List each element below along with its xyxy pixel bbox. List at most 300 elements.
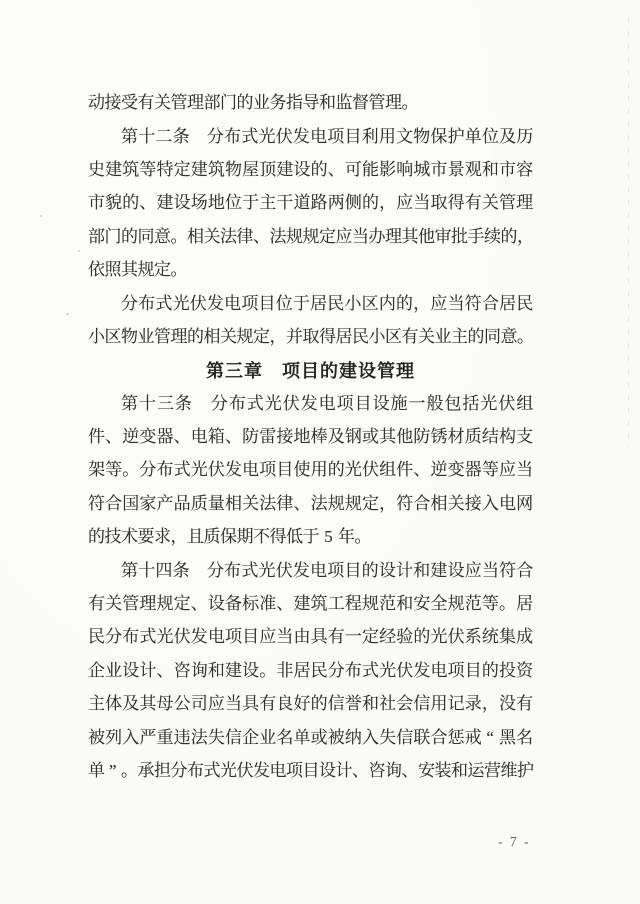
glyph: 用 bbox=[378, 126, 396, 146]
glyph: 安 bbox=[413, 594, 431, 614]
glyph: 投 bbox=[499, 660, 516, 680]
glyph: 有 bbox=[137, 93, 155, 113]
glyph: 建 bbox=[156, 193, 174, 213]
glyph: 设 bbox=[293, 159, 311, 179]
text-line bbox=[88, 153, 533, 186]
glyph: 器 bbox=[464, 460, 482, 480]
glyph: 技 bbox=[104, 527, 122, 547]
glyph: 非 bbox=[276, 660, 294, 680]
glyph: 路 bbox=[310, 193, 328, 213]
glyph: 的 bbox=[122, 193, 140, 213]
glyph: 电 bbox=[224, 293, 242, 313]
glyph: 术 bbox=[121, 527, 138, 547]
glyph: 相 bbox=[430, 493, 448, 513]
text-line bbox=[88, 487, 533, 520]
glyph: 、 bbox=[401, 761, 419, 780]
glyph: 包 bbox=[444, 393, 462, 413]
glyph: 民 bbox=[516, 293, 534, 313]
glyph: 小 bbox=[88, 326, 105, 346]
glyph: 历 bbox=[516, 126, 534, 146]
glyph: 设 bbox=[207, 594, 225, 614]
glyph: 定 bbox=[362, 627, 379, 647]
glyph: 电 bbox=[310, 560, 328, 580]
glyph: 一 bbox=[344, 627, 362, 647]
glyph: 件 bbox=[396, 460, 414, 480]
glyph: 布 bbox=[138, 293, 156, 313]
glyph: 低 bbox=[286, 527, 303, 547]
glyph: 关 bbox=[447, 493, 465, 513]
glyph: 被 bbox=[327, 727, 345, 747]
glyph: 十 bbox=[138, 126, 156, 146]
glyph: 同 bbox=[484, 326, 501, 346]
glyph: 工 bbox=[327, 594, 345, 614]
glyph: 一 bbox=[408, 393, 426, 413]
glyph: 业 bbox=[259, 727, 277, 747]
glyph: 合 bbox=[516, 560, 534, 580]
glyph: 逆 bbox=[122, 427, 140, 447]
glyph: 受 bbox=[121, 93, 138, 113]
glyph: 具 bbox=[310, 627, 328, 647]
glyph: 居 bbox=[335, 326, 353, 346]
glyph: 目 bbox=[276, 460, 294, 480]
glyph: 。 bbox=[499, 594, 516, 614]
glyph: 备 bbox=[225, 594, 242, 614]
glyph: 光 bbox=[430, 627, 448, 647]
glyph: ” bbox=[108, 761, 117, 780]
glyph: 四 bbox=[155, 560, 173, 580]
glyph: 装 bbox=[434, 761, 452, 780]
glyph: 担 bbox=[154, 761, 171, 780]
glyph: 。 bbox=[517, 326, 534, 346]
glyph: 筑 bbox=[310, 594, 328, 614]
glyph: 重 bbox=[156, 727, 174, 747]
glyph: 用 bbox=[310, 460, 328, 480]
glyph: 电 bbox=[310, 126, 328, 146]
glyph: 变 bbox=[139, 427, 157, 447]
glyph: 式 bbox=[241, 126, 259, 146]
glyph: 分 bbox=[170, 761, 188, 780]
glyph: 光 bbox=[344, 460, 362, 480]
glyph: 应 bbox=[464, 560, 482, 580]
text-line bbox=[88, 387, 533, 420]
glyph: 主 bbox=[88, 694, 105, 714]
glyph: 。 bbox=[170, 226, 188, 246]
glyph: 法 bbox=[259, 493, 277, 513]
glyph: 合 bbox=[481, 293, 499, 313]
glyph: 合 bbox=[105, 493, 123, 513]
glyph: 、 bbox=[327, 159, 345, 179]
glyph: 业 bbox=[434, 326, 452, 346]
glyph: 应 bbox=[430, 293, 448, 313]
glyph: 理 bbox=[385, 226, 402, 246]
glyph: 两 bbox=[327, 193, 345, 213]
glyph: 主 bbox=[451, 326, 468, 346]
glyph: 年 bbox=[338, 527, 355, 547]
glyph: 和 bbox=[207, 660, 225, 680]
glyph: ， bbox=[170, 527, 188, 547]
text-line bbox=[88, 587, 533, 620]
glyph: 和 bbox=[481, 159, 499, 179]
glyph: 纳 bbox=[344, 727, 362, 747]
scan-speck bbox=[66, 313, 69, 315]
glyph: 理 bbox=[385, 93, 402, 113]
text-line bbox=[88, 654, 533, 687]
glyph: 锈 bbox=[430, 427, 448, 447]
glyph: 当 bbox=[276, 627, 294, 647]
glyph: 三 bbox=[156, 393, 174, 413]
glyph: 市 bbox=[430, 159, 448, 179]
glyph: 不 bbox=[253, 527, 270, 547]
glyph: 护 bbox=[517, 761, 534, 780]
glyph: 雷 bbox=[259, 427, 277, 447]
glyph: 地 bbox=[207, 193, 225, 213]
glyph: 电 bbox=[242, 460, 260, 480]
glyph: 验 bbox=[396, 627, 414, 647]
text-line bbox=[88, 687, 533, 720]
glyph: 有 bbox=[464, 193, 482, 213]
glyph: 分 bbox=[327, 660, 345, 680]
glyph: 伏 bbox=[236, 761, 254, 780]
glyph: 关 bbox=[154, 93, 171, 113]
glyph: 的 bbox=[467, 326, 485, 346]
text-line bbox=[88, 253, 533, 286]
glyph: 防 bbox=[242, 427, 260, 447]
scan-speck bbox=[78, 250, 80, 252]
glyph: 违 bbox=[173, 727, 191, 747]
glyph: 续 bbox=[484, 226, 501, 246]
glyph: 相 bbox=[203, 326, 221, 346]
glyph: 市 bbox=[88, 193, 105, 213]
glyph: 门 bbox=[220, 93, 237, 113]
glyph: 发 bbox=[206, 293, 224, 313]
glyph: 要 bbox=[137, 527, 155, 547]
glyph: 构 bbox=[499, 427, 516, 447]
glyph: 架 bbox=[88, 460, 105, 480]
glyph: 、 bbox=[413, 460, 431, 480]
glyph: 筑 bbox=[207, 159, 225, 179]
glyph: 理 bbox=[170, 326, 188, 346]
glyph: 法 bbox=[220, 226, 237, 246]
glyph: 物 bbox=[413, 126, 431, 146]
glyph: 文 bbox=[396, 126, 413, 146]
glyph: ， bbox=[517, 226, 534, 246]
glyph: 护 bbox=[447, 126, 465, 146]
glyph: 当 bbox=[516, 460, 534, 480]
glyph: 有 bbox=[516, 694, 534, 714]
glyph: 民 bbox=[327, 293, 345, 313]
glyph: 二 bbox=[155, 126, 173, 146]
glyph: 计 bbox=[396, 560, 413, 580]
glyph: 名 bbox=[276, 727, 294, 747]
glyph: 誉 bbox=[344, 694, 362, 714]
glyph: 严 bbox=[139, 727, 157, 747]
glyph: 规 bbox=[286, 226, 303, 246]
glyph: 小 bbox=[368, 326, 386, 346]
glyph: 的 bbox=[310, 694, 328, 714]
glyph: 第 bbox=[121, 393, 138, 413]
glyph: 并 bbox=[286, 326, 303, 346]
glyph: 品 bbox=[173, 493, 191, 513]
glyph: 市 bbox=[499, 159, 516, 179]
glyph: 伏 bbox=[396, 660, 414, 680]
glyph: 的 bbox=[362, 193, 379, 213]
glyph: 黑 bbox=[499, 727, 516, 747]
glyph: 的 bbox=[88, 527, 105, 547]
glyph: 规 bbox=[362, 594, 379, 614]
glyph: 符 bbox=[464, 293, 482, 313]
glyph: 5 bbox=[324, 527, 333, 547]
glyph: 光 bbox=[190, 460, 208, 480]
glyph: 部 bbox=[203, 93, 221, 113]
glyph: 侧 bbox=[344, 193, 362, 213]
glyph: 项 bbox=[327, 126, 345, 146]
glyph: 。 bbox=[259, 660, 277, 680]
glyph: 信 bbox=[413, 694, 431, 714]
glyph: 伏 bbox=[447, 627, 465, 647]
glyph: 发 bbox=[292, 560, 310, 580]
glyph: 有 bbox=[259, 694, 277, 714]
glyph: 物 bbox=[121, 326, 138, 346]
glyph: 关 bbox=[418, 326, 435, 346]
glyph: 目 bbox=[258, 293, 276, 313]
glyph: 式 bbox=[139, 627, 157, 647]
glyph: 位 bbox=[225, 193, 242, 213]
glyph: 惩 bbox=[447, 727, 465, 747]
glyph: 期 bbox=[236, 527, 254, 547]
glyph: 等 bbox=[139, 159, 157, 179]
glyph: 由 bbox=[293, 627, 311, 647]
glyph: 于 bbox=[302, 527, 320, 547]
glyph: 伏 bbox=[275, 560, 293, 580]
glyph: 民 bbox=[88, 627, 105, 647]
glyph: 发 bbox=[253, 761, 270, 780]
glyph: 取 bbox=[302, 326, 320, 346]
glyph: 当 bbox=[413, 193, 431, 213]
glyph: 民 bbox=[310, 660, 328, 680]
glyph: 资 bbox=[516, 660, 534, 680]
glyph: 手 bbox=[467, 226, 485, 246]
glyph: 名 bbox=[516, 727, 534, 747]
glyph: 门 bbox=[104, 226, 122, 246]
glyph: 居 bbox=[516, 594, 534, 614]
glyph: “ bbox=[486, 727, 494, 747]
glyph: 规 bbox=[156, 594, 174, 614]
glyph: 律 bbox=[236, 226, 254, 246]
glyph: 于 bbox=[242, 193, 260, 213]
glyph: 貌 bbox=[105, 193, 123, 213]
glyph: 咨 bbox=[173, 660, 191, 680]
glyph: 。 bbox=[354, 527, 372, 547]
glyph: 和 bbox=[451, 761, 468, 780]
glyph: 法 bbox=[310, 493, 328, 513]
glyph: 目 bbox=[344, 560, 362, 580]
scan-artifact-line bbox=[628, 18, 629, 448]
glyph: 电 bbox=[430, 660, 448, 680]
glyph: 成 bbox=[516, 627, 534, 647]
glyph: 询 bbox=[190, 660, 208, 680]
glyph: 体 bbox=[105, 694, 123, 714]
glyph: 居 bbox=[499, 293, 517, 313]
glyph: 同 bbox=[137, 226, 155, 246]
glyph: 规 bbox=[236, 326, 254, 346]
glyph: 照 bbox=[104, 260, 122, 280]
glyph: 的 bbox=[310, 159, 328, 179]
glyph: 意 bbox=[154, 226, 171, 246]
text-line bbox=[88, 320, 533, 353]
glyph: 法 bbox=[269, 226, 287, 246]
glyph: 变 bbox=[447, 460, 465, 480]
text-line bbox=[88, 119, 533, 152]
glyph: 、 bbox=[139, 193, 157, 213]
glyph: 顶 bbox=[259, 159, 277, 179]
glyph: 他 bbox=[418, 226, 435, 246]
glyph: 会 bbox=[396, 694, 414, 714]
glyph: 和 bbox=[362, 694, 379, 714]
glyph: 得 bbox=[269, 527, 287, 547]
glyph: 建 bbox=[430, 560, 448, 580]
glyph: 主 bbox=[259, 193, 277, 213]
glyph: 支 bbox=[516, 427, 534, 447]
glyph: ， bbox=[413, 293, 431, 313]
text-line bbox=[88, 286, 533, 319]
glyph: 质 bbox=[203, 527, 221, 547]
glyph: 规 bbox=[302, 226, 320, 246]
glyph: 失 bbox=[379, 727, 397, 747]
glyph: 发 bbox=[300, 393, 318, 413]
glyph: 、 bbox=[293, 493, 311, 513]
glyph: 办 bbox=[368, 226, 386, 246]
glyph: 等 bbox=[481, 460, 499, 480]
glyph: 布 bbox=[344, 660, 362, 680]
glyph: 督 bbox=[352, 93, 369, 113]
glyph: 物 bbox=[225, 159, 242, 179]
glyph: 单 bbox=[464, 126, 482, 146]
glyph: 及 bbox=[499, 126, 517, 146]
glyph: 指 bbox=[286, 93, 303, 113]
text-line bbox=[88, 720, 533, 753]
glyph: 居 bbox=[310, 293, 328, 313]
glyph: 量 bbox=[207, 493, 225, 513]
glyph: 规 bbox=[327, 493, 345, 513]
glyph: 质 bbox=[464, 427, 482, 447]
glyph: 目 bbox=[464, 660, 482, 680]
glyph: 发 bbox=[292, 126, 310, 146]
glyph: 、 bbox=[253, 226, 270, 246]
glyph: 施 bbox=[390, 393, 408, 413]
glyph: 司 bbox=[190, 694, 208, 714]
glyph: 监 bbox=[335, 93, 353, 113]
glyph: 、 bbox=[156, 660, 174, 680]
glyph: 定 bbox=[362, 493, 379, 513]
glyph: 项 bbox=[336, 393, 354, 413]
glyph: 发 bbox=[190, 627, 208, 647]
glyph: 十 bbox=[138, 560, 156, 580]
glyph: 定 bbox=[253, 326, 270, 346]
text-line bbox=[88, 620, 533, 653]
text-line bbox=[88, 453, 533, 486]
glyph: 相 bbox=[187, 226, 204, 246]
text-line bbox=[88, 754, 533, 787]
glyph: 母 bbox=[156, 694, 174, 714]
glyph: 经 bbox=[379, 627, 397, 647]
glyph: 列 bbox=[105, 727, 123, 747]
text-line bbox=[88, 220, 533, 253]
glyph: 箱 bbox=[207, 427, 225, 447]
glyph: 关 bbox=[481, 193, 499, 213]
glyph: 项 bbox=[286, 761, 303, 780]
glyph: 他 bbox=[396, 427, 414, 447]
glyph: 容 bbox=[516, 159, 534, 179]
glyph: 定 bbox=[173, 594, 191, 614]
glyph: 程 bbox=[344, 594, 362, 614]
glyph: 结 bbox=[481, 427, 499, 447]
glyph: 内 bbox=[378, 293, 396, 313]
glyph: 场 bbox=[190, 193, 208, 213]
glyph: 式 bbox=[362, 660, 379, 680]
glyph: 有 bbox=[88, 594, 105, 614]
glyph: 记 bbox=[447, 694, 465, 714]
glyph: 设 bbox=[372, 393, 390, 413]
glyph: 防 bbox=[413, 427, 431, 447]
glyph: 或 bbox=[310, 727, 328, 747]
glyph: 失 bbox=[207, 727, 225, 747]
glyph: 分 bbox=[105, 627, 123, 647]
glyph: 有 bbox=[401, 326, 419, 346]
glyph: 务 bbox=[269, 93, 287, 113]
glyph: 计 bbox=[335, 761, 353, 780]
glyph: 及 bbox=[122, 694, 140, 714]
text-line bbox=[88, 420, 533, 453]
glyph: 设 bbox=[173, 193, 191, 213]
glyph: 保 bbox=[430, 126, 448, 146]
glyph: 用 bbox=[430, 694, 448, 714]
glyph: 第 bbox=[121, 126, 138, 146]
glyph: 光 bbox=[220, 761, 237, 780]
glyph: 光 bbox=[480, 393, 498, 413]
glyph: 关 bbox=[220, 326, 237, 346]
glyph: 信 bbox=[327, 694, 345, 714]
glyph: 其 bbox=[379, 427, 397, 447]
glyph: 设 bbox=[378, 560, 396, 580]
glyph: 伏 bbox=[189, 293, 207, 313]
glyph: 规 bbox=[137, 260, 155, 280]
glyph: 建 bbox=[190, 159, 208, 179]
glyph: 运 bbox=[467, 761, 485, 780]
glyph: 逆 bbox=[430, 460, 448, 480]
text-line bbox=[88, 86, 533, 119]
glyph: 集 bbox=[499, 627, 516, 647]
glyph: 利 bbox=[361, 126, 379, 146]
glyph: 位 bbox=[275, 293, 293, 313]
glyph: 质 bbox=[190, 493, 208, 513]
glyph: 影 bbox=[379, 159, 397, 179]
glyph: 其 bbox=[401, 226, 419, 246]
text-line bbox=[88, 520, 533, 553]
glyph: 式 bbox=[173, 460, 191, 480]
glyph: 营 bbox=[484, 761, 501, 780]
glyph: 接 bbox=[276, 427, 294, 447]
glyph: 审 bbox=[434, 226, 452, 246]
glyph: 安 bbox=[418, 761, 435, 780]
glyph: 的 bbox=[121, 226, 138, 246]
chapter-heading: 第三章 项目的建设管理 bbox=[206, 360, 415, 381]
glyph: 没 bbox=[499, 694, 516, 714]
glyph: 产 bbox=[156, 493, 174, 513]
glyph: 维 bbox=[500, 761, 518, 780]
glyph: 当 bbox=[225, 694, 242, 714]
glyph: 法 bbox=[190, 727, 208, 747]
glyph: 得 bbox=[319, 326, 336, 346]
